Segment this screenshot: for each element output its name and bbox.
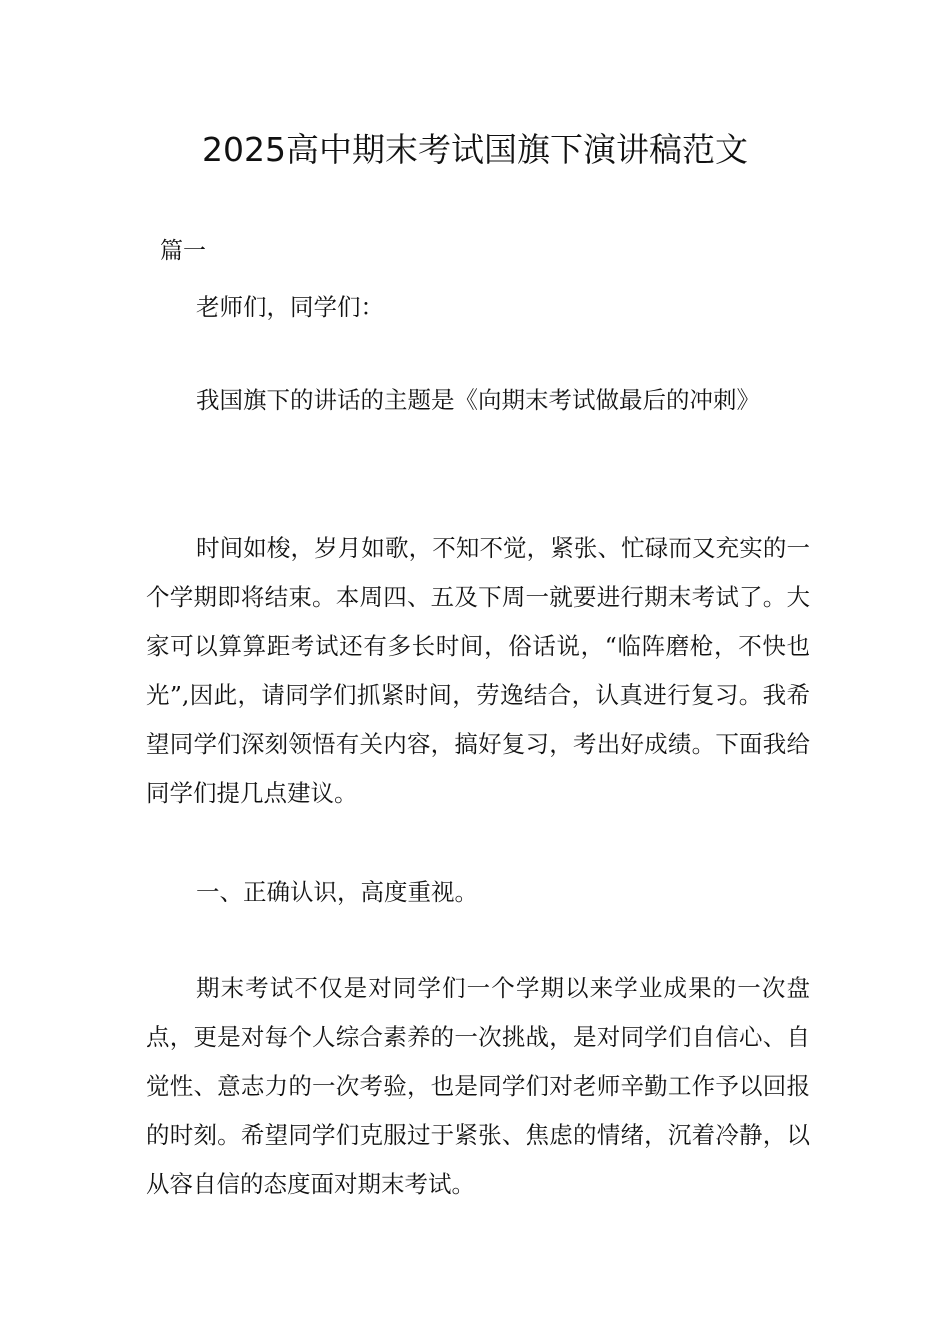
section-label: 篇一 xyxy=(160,238,206,264)
paragraph-point-one: 一、正确认识，高度重视。 xyxy=(196,878,478,906)
paragraph-exam: 期末考试不仅是对同学们一个学期以来学业成果的一次盘点，更是对每个人综合素养的一次挑战，是对同学们自信心、自觉性、意志力的一次考验，也是同学们对老师辛勤工作予以回报的时刻。希望同学们克服过于紧张、焦虑的情绪，沉着冷静，以从容自信的态度面对期末考试。 xyxy=(146,974,810,1198)
paragraph-greeting: 老师们，同学们： xyxy=(196,293,384,321)
document-title: 2025高中期末考试国旗下演讲稿范文 xyxy=(202,130,748,169)
paragraph-topic: 我国旗下的讲话的主题是《向期末考试做最后的冲刺》 xyxy=(196,386,760,414)
paragraph-time: 时间如梭，岁月如歌，不知不觉，紧张、忙碌而又充实的一个学期即将结束。本周四、五及下周一就要进行期末考试了。大家可以算算距考试还有多长时间，俗话说，“临阵磨枪，不快也光”,因此，请同学们抓紧时间，劳逸结合，认真进行复习。我希望同学们深刻领悟有关内容，搞好复习，考出好成绩。下面我给同学们提几点建议。 xyxy=(146,534,810,807)
